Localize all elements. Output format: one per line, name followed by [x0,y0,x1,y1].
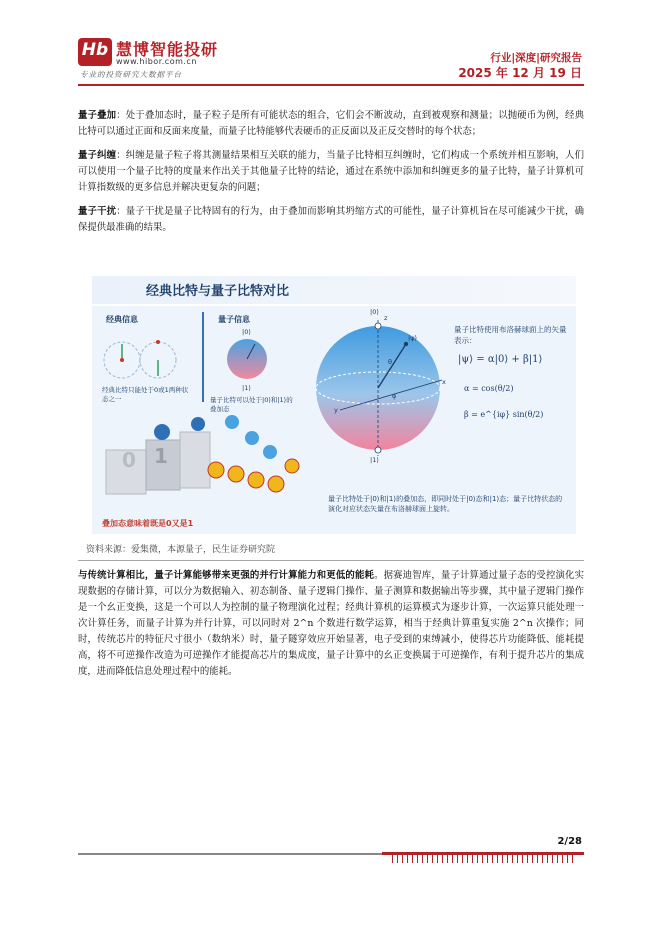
bloch-north-pole [375,323,381,329]
coin-blue [245,431,259,445]
ket0-small: |0⟩ [242,328,251,336]
digit-one-large: 1 [154,444,168,468]
paragraph-parallel-computing [78,568,584,680]
report-type: 行业|深度|研究报告 [490,52,582,64]
coin-gold [208,462,224,478]
bit-comparison-figure [78,268,584,540]
paragraph-entanglement [78,148,584,196]
coin-gold [285,459,299,473]
coin-blue [225,415,239,429]
paragraph-interference [78,204,584,236]
digit-card [180,432,210,488]
logo-mark: Hb [81,40,109,60]
bloch-theta: θ [388,358,392,366]
quantum-mini-sphere [224,336,270,382]
panel-divider [202,312,204,402]
page-header [0,0,662,96]
figure-source: 资料来源：爱集微，本源量子，民生证券研究院 [86,545,276,555]
term-superposition: 量子叠加 [78,110,117,121]
figure-title: 经典比特与量子比特对比 [146,284,290,299]
classic-bit-illustration [100,332,180,388]
bloch-phi: φ [392,392,397,400]
footer-rule-grey [78,853,382,855]
term-entanglement: 量子纠缠 [78,150,117,161]
header-divider [78,84,584,86]
eq-psi: |ψ⟩ = α|0⟩ + β|1⟩ [458,354,543,365]
coin-gold [228,466,244,482]
bloch-y-label: y [334,406,338,414]
quantum-label: 量子信息 [218,315,250,324]
figure-title-bar [92,276,576,304]
bloch-ket1: |1⟩ [370,456,379,464]
bloch-sphere [310,310,446,460]
footer-rule [78,852,584,856]
classic-dot-1 [156,340,160,344]
brand-slogan: 专业的投资研究大数据平台 [80,70,182,79]
report-date: 2025 年 12 月 19 日 [458,66,582,80]
quantum-desc: 量子比特可以处于|0⟩和|1⟩的叠加态 [210,396,293,413]
coin-blue [154,424,170,440]
bloch-ket0: |0⟩ [370,308,379,316]
bloch-z-label: z [384,314,388,322]
brand-name: 慧博智能投研 [116,40,219,59]
ket1-small: |1⟩ [242,384,251,392]
brand-url: www.hibor.com.cn [116,57,197,66]
classic-dot-0 [120,358,124,362]
classic-label: 经典信息 [106,315,138,324]
classic-desc: 经典比特只能处于0或1两种状态之一 [102,386,189,403]
page-number: 2/28 [557,836,582,847]
hibor-logo [78,38,112,66]
body-text [78,108,584,244]
bloch-x-label: x [442,378,446,386]
figure-caption-red: 叠加态意味着既是0又是1 [102,519,194,528]
text-entanglement: ：纠缠是量子粒子将其测量结果相互关联的能力，当量子比特相互纠缠时，它们构成一个系统并相互影响，人们可以使用一个量子比特的度量来作出关于其他量子比特的结论，通过在系统中添加和纠缠更多的量子比特，量子计算机可计算指数级的更多信息并解决更复杂的问题； [78,150,584,193]
source-divider [78,560,584,561]
bloch-south-pole [375,447,381,453]
coin-gold [248,472,264,488]
bloch-note: 量子比特处于|0⟩和|1⟩的叠加态，即同时处于|0⟩态和|1⟩态；量子比特状态的演化对应状态矢量在布洛赫球面上旋转。 [328,495,563,513]
text-superposition: ：处于叠加态时，量子粒子是所有可能状态的组合，它们会不断波动，直到被观察和测量；以抛硬币为例，经典比特可以通过正面和反面来度量，而量子比特能够代表硬币的正反面以及正反交替时的每个状态； [78,110,584,137]
coin-blue [263,445,277,459]
paragraph-parallel-lead: 与传统计算相比，量子计算能够带来更强的并行计算能力和更低的能耗 [78,570,375,581]
bloch-psi: |ψ⟩ [408,334,418,342]
figure-panel [92,306,576,534]
term-interference: 量子干扰 [78,206,117,217]
paragraph-superposition [78,108,584,140]
text-interference: ：量子干扰是量子比特固有的行为，由于叠加而影响其坍缩方式的可能性，量子计算机旨在尽可能减少干扰，确保提供最准确的结果。 [78,206,584,233]
coin-blue [191,417,205,431]
coin-gold [268,476,284,492]
digit-zero-large: 0 [122,448,136,472]
eq-alpha: α = cos(θ/2) [464,384,514,393]
paragraph-parallel-text: 。据赛迪智库，量子计算通过量子态的受控演化实现数据的存储计算，可以分为数据输入、初态制备、量子逻辑门操作、量子测算和数据输出等步骤，其中量子逻辑门操作是一个幺正变换，这是一个可以人为控制的量子物理演化过程；经典计算机的运算模式为逐步计算，一次运算只能处理一次计算任务，而量子计算为并行计算，可以同时对 2^n 个数进行数学运算，相当于经典计算重复实施 2^n 次操作；同时，传统芯片的特征尺寸很小（数纳米）时，量子隧穿效应开始显著，电子受到的束缚减小，使得芯片功能降低、能耗提高，将不可逆操作改造为可逆操作才能提高芯片的集成度，量子计算中的幺正变换属于可逆操作，有利于提升芯片的集成度，进而降低信息处理过程中的能耗。 [78,570,584,677]
footer-rule-ticks [392,855,574,863]
eq-beta: β = e^{iφ} sin(θ/2) [464,410,544,419]
bloch-desc: 量子比特使用布洛赫球面上的矢量表示： [454,325,567,345]
